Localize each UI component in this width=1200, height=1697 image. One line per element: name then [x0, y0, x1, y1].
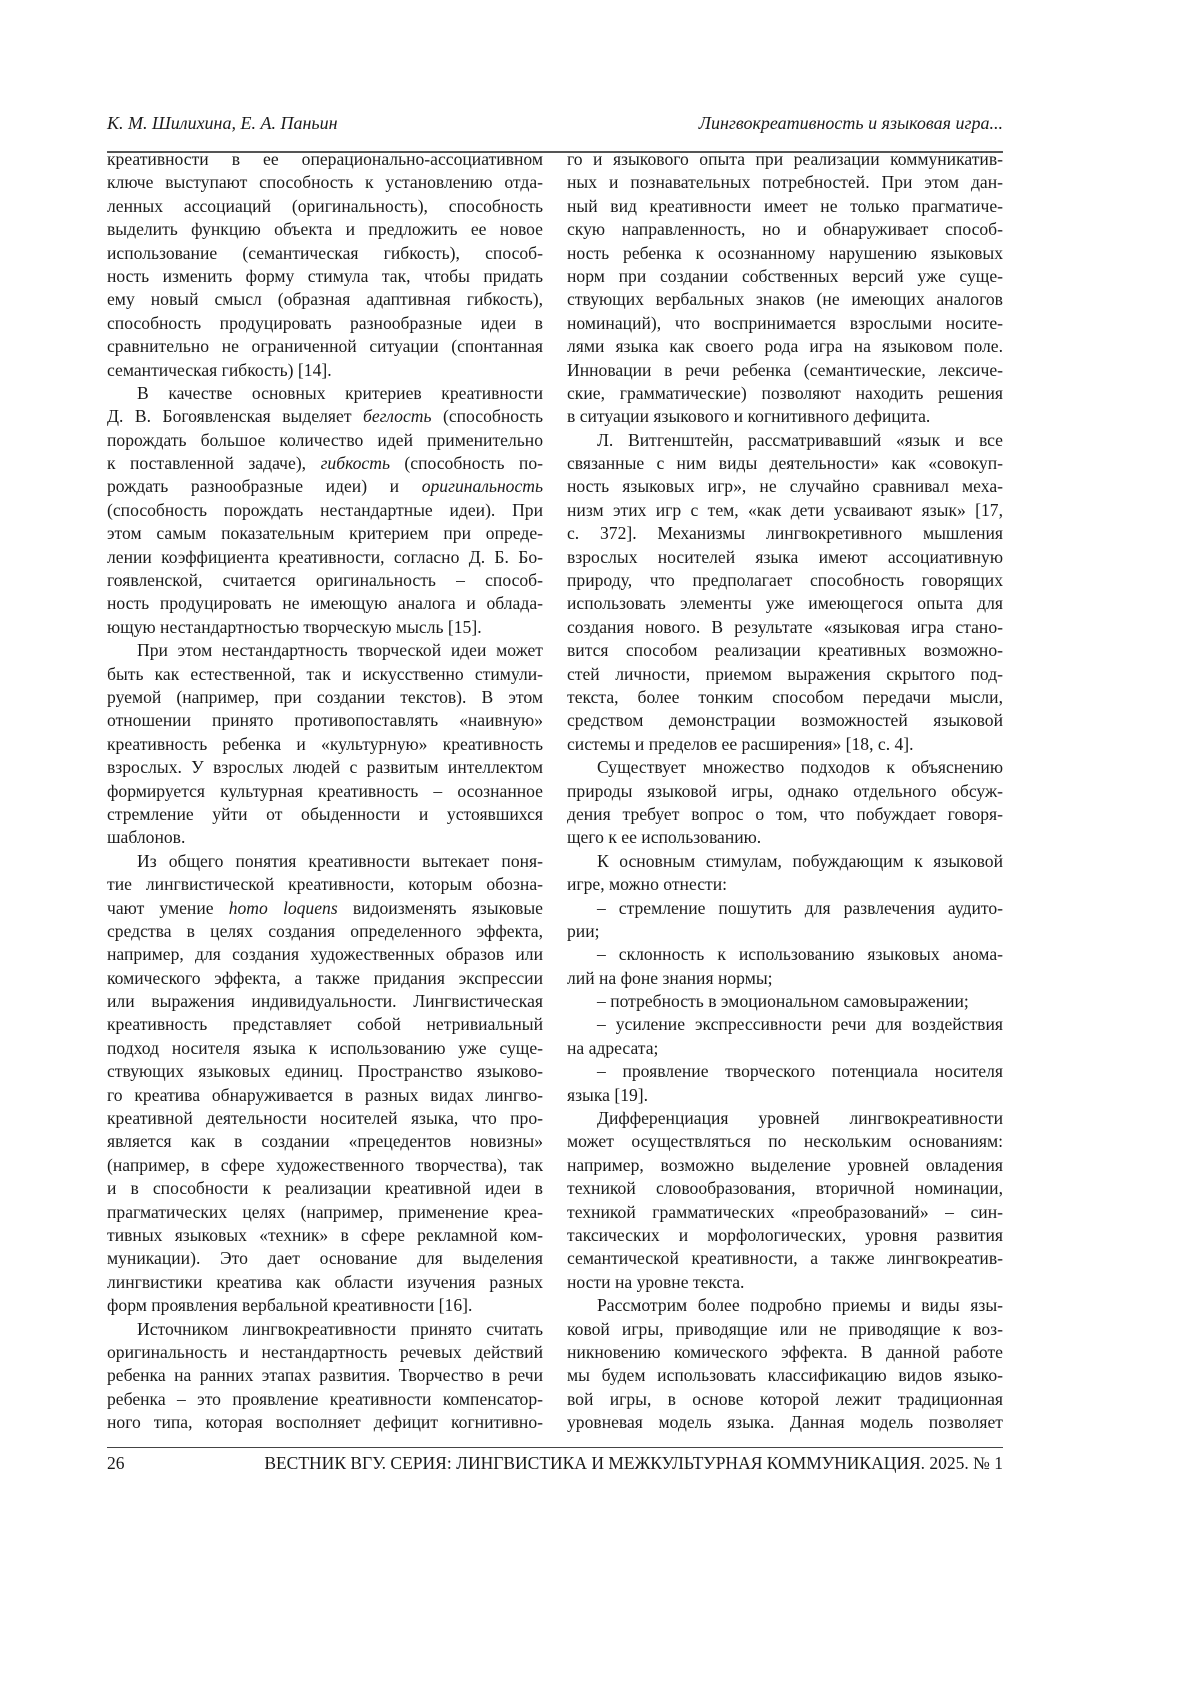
text-line: является как в создании «прецедентов новизны»: [107, 1130, 543, 1153]
text-line: системы и пределов ее расширения» [18, с. 4].: [567, 733, 1003, 756]
text-line: выделить функцию объекта и предложить ее новое: [107, 218, 543, 241]
paragraph: [107, 639, 543, 850]
text-line: лями языка как своего рода игра на языковом поле.: [567, 335, 1003, 358]
text-line: средства в целях создания определенного эффекта,: [107, 920, 543, 943]
text-line: Д. В. Богоявленская выделяет беглость (способность: [107, 405, 543, 428]
text-line: ленных ассоциаций (оригинальность), способность: [107, 195, 543, 218]
text-line: го и языкового опыта при реализации коммуникатив-: [567, 148, 1003, 171]
text-line: ность ребенка к осознанному нарушению языковых: [567, 242, 1003, 265]
text-line: подход носителя языка к использованию уже суще-: [107, 1037, 543, 1060]
text-line: шаблонов.: [107, 826, 543, 849]
paragraph: [567, 1107, 1003, 1294]
text-column-left: [107, 148, 543, 1434]
paragraph: [107, 382, 543, 639]
text-line: Существует множество подходов к объяснению: [567, 756, 1003, 779]
text-line: номинаций), что воспринимается взрослыми носите-: [567, 312, 1003, 335]
text-line: Рассмотрим более подробно приемы и виды язы-: [567, 1294, 1003, 1317]
text-line: ющую нестандартностью творческую мысль [15].: [107, 616, 543, 639]
text-line: отношении принято противопоставлять «наивную»: [107, 709, 543, 732]
paragraph: [567, 148, 1003, 429]
paragraph: [107, 1318, 543, 1435]
text-line: ность изменить форму стимула так, чтобы придать: [107, 265, 543, 288]
text-line: создания нового. В результате «языковая игра стано-: [567, 616, 1003, 639]
text-line: Дифференциация уровней лингвокреативности: [567, 1107, 1003, 1130]
text-line: природы языковой игры, однако отдельного обсуж-: [567, 780, 1003, 803]
text-line: быть как естественной, так и искусственно стимули-: [107, 663, 543, 686]
text-line: никновению комического эффекта. В данной работе: [567, 1341, 1003, 1364]
text-line: креативности в ее операционально-ассоциативном: [107, 148, 543, 171]
text-line: лингвистики креатива как области изучения разных: [107, 1271, 543, 1294]
text-line: средством демонстрации возможностей языковой: [567, 709, 1003, 732]
text-line: взрослых. У взрослых людей с развитым интеллектом: [107, 756, 543, 779]
text-line: ных и познавательных потребностей. При этом дан-: [567, 171, 1003, 194]
text-line: связанные с ним виды деятельности» как «совокуп-: [567, 452, 1003, 475]
paragraph: [567, 897, 1003, 944]
text-line: ного типа, которая восполняет дефицит когнитивно-: [107, 1411, 543, 1434]
text-line: дения требует вопрос о том, что побуждает говоря-: [567, 803, 1003, 826]
text-line: ребенка на ранних этапах развития. Творчество в речи: [107, 1364, 543, 1387]
text-line: взрослых носителей языка имеют ассоциативную: [567, 546, 1003, 569]
text-line: может осуществляться по нескольким основаниям:: [567, 1130, 1003, 1153]
text-line: этом самым показательным критерием при опреде-: [107, 522, 543, 545]
text-line: использование (семантическая гибкость), способ-: [107, 242, 543, 265]
text-line: сравнительно не ограниченной ситуации (спонтанная: [107, 335, 543, 358]
text-line: – усиление экспрессивности речи для воздействия: [567, 1013, 1003, 1036]
text-line: вой игры, в основе которой лежит традиционная: [567, 1388, 1003, 1411]
paragraph: [567, 1294, 1003, 1434]
text-line: руемой (например, при создании текстов). В этом: [107, 686, 543, 709]
text-line: ключе выступают способность к установлению отда-: [107, 171, 543, 194]
journal-title: ВЕСТНИК ВГУ. СЕРИЯ: ЛИНГВИСТИКА И МЕЖКУЛЬТУРНАЯ КОММУНИКАЦИЯ. 2025. № 1: [264, 1453, 1003, 1474]
text-line: ребенка – это проявление креативности компенсатор-: [107, 1388, 543, 1411]
text-line: тие лингвистической креативности, которым обозна-: [107, 873, 543, 896]
italic-term: оригинальность: [422, 476, 543, 496]
page-number: 26: [107, 1453, 125, 1474]
text-line: ему новый смысл (образная адаптивная гибкость),: [107, 288, 543, 311]
text-line: ности на уровне текста.: [567, 1271, 1003, 1294]
text-line: Из общего понятия креативности вытекает поня-: [107, 850, 543, 873]
paragraph: [567, 850, 1003, 897]
text-line: Л. Витгенштейн, рассматривавший «язык и все: [567, 429, 1003, 452]
text-line: ковой игры, приводящие или не приводящие к воз-: [567, 1318, 1003, 1341]
text-line: в ситуации языкового и когнитивного дефицита.: [567, 405, 1003, 428]
text-line: Источником лингвокреативности принято считать: [107, 1318, 543, 1341]
text-line: ный вид креативности имеет не только прагматиче-: [567, 195, 1003, 218]
text-line: щего к ее использованию.: [567, 826, 1003, 849]
text-line: – стремление пошутить для развлечения аудито-: [567, 897, 1003, 920]
text-line: креативность ребенка и «культурную» креативность: [107, 733, 543, 756]
paragraph: [567, 756, 1003, 850]
text-line: (например, в сфере художественного творчества), так: [107, 1154, 543, 1177]
text-line: креативность представляет собой нетривиальный: [107, 1013, 543, 1036]
paragraph: [107, 850, 543, 1318]
text-line: К основным стимулам, побуждающим к языковой: [567, 850, 1003, 873]
text-line: таксических и морфологических, уровня развития: [567, 1224, 1003, 1247]
paragraph: [567, 1013, 1003, 1060]
text-line: ствующих языковых единиц. Пространство языково-: [107, 1060, 543, 1083]
text-line: или выражения индивидуальности. Лингвистическая: [107, 990, 543, 1013]
paragraph: [567, 943, 1003, 990]
text-line: порождать большое количество идей применительно: [107, 429, 543, 452]
text-line: (способность порождать нестандартные идеи). При: [107, 499, 543, 522]
text-line: Инновации в речи ребенка (семантические, лексиче-: [567, 359, 1003, 382]
text-line: гоявленской, считается оригинальность – способ-: [107, 569, 543, 592]
paragraph: [567, 1060, 1003, 1107]
text-line: семантической креативности, а также лингвокреатив-: [567, 1247, 1003, 1270]
text-line: языка [19].: [567, 1084, 1003, 1107]
italic-term: homo loquens: [229, 898, 338, 918]
text-line: например, для создания художественных образов или: [107, 943, 543, 966]
text-line: – потребность в эмоциональном самовыражении;: [567, 990, 1003, 1013]
text-line: чают умение homo loquens видоизменять языковые: [107, 897, 543, 920]
text-line: ствующих вербальных знаков (не имеющих аналогов: [567, 288, 1003, 311]
text-line: ские, грамматические) позволяют находить решения: [567, 382, 1003, 405]
text-line: комического эффекта, а также придания экспрессии: [107, 967, 543, 990]
paragraph: [567, 429, 1003, 756]
text-line: мы будем использовать классификацию видов языко-: [567, 1364, 1003, 1387]
text-line: низм этих игр с тем, «как дети усваивают язык» [17,: [567, 499, 1003, 522]
text-line: и в способности к реализации креативной идеи в: [107, 1177, 543, 1200]
text-line: лий на фоне знания нормы;: [567, 967, 1003, 990]
text-line: игре, можно отнести:: [567, 873, 1003, 896]
text-line: стремление уйти от обыденности и устоявшихся: [107, 803, 543, 826]
text-column-right: [567, 148, 1003, 1434]
text-line: вится способом реализации креативных возможно-: [567, 639, 1003, 662]
italic-term: гибкость: [321, 453, 390, 473]
text-line: техникой словообразования, вторичной номинации,: [567, 1177, 1003, 1200]
text-line: рождать разнообразные идеи) и оригинальность: [107, 475, 543, 498]
text-line: техникой грамматических «преобразований» – син-: [567, 1201, 1003, 1224]
text-line: ность языковых игр», не случайно сравнивал меха-: [567, 475, 1003, 498]
italic-term: беглость: [363, 406, 432, 426]
text-line: уровневая модель языка. Данная модель позволяет: [567, 1411, 1003, 1434]
text-line: – проявление творческого потенциала носителя: [567, 1060, 1003, 1083]
text-line: текста, более тонким способом передачи мысли,: [567, 686, 1003, 709]
running-header-authors: К. М. Шилихина, Е. А. Паньин: [107, 113, 338, 134]
text-line: В качестве основных критериев креативности: [107, 382, 543, 405]
footer-divider: [107, 1447, 1003, 1448]
text-line: формируется культурная креативность – осознанное: [107, 780, 543, 803]
text-line: способность продуцировать разнообразные идеи в: [107, 312, 543, 335]
text-line: муникации). Это дает основание для выделения: [107, 1247, 543, 1270]
text-line: лении коэффициента креативности, согласно Д. Б. Бо-: [107, 546, 543, 569]
text-line: оригинальность и нестандартность речевых действий: [107, 1341, 543, 1364]
text-line: использовать элементы уже имеющегося опыта для: [567, 592, 1003, 615]
text-line: на адресата;: [567, 1037, 1003, 1060]
text-line: прагматических целях (например, применение креа-: [107, 1201, 543, 1224]
text-line: семантическая гибкость) [14].: [107, 359, 543, 382]
text-line: например, возможно выделение уровней овладения: [567, 1154, 1003, 1177]
text-line: с. 372]. Механизмы лингвокретивного мышления: [567, 522, 1003, 545]
text-line: креативной деятельности носителей языка, что про-: [107, 1107, 543, 1130]
text-line: к поставленной задаче), гибкость (способность по-: [107, 452, 543, 475]
paragraph: [567, 990, 1003, 1013]
text-line: При этом нестандартность творческой идеи может: [107, 639, 543, 662]
paragraph: [107, 148, 543, 382]
text-line: природу, что предполагает способность говорящих: [567, 569, 1003, 592]
text-line: рии;: [567, 920, 1003, 943]
text-line: скую направленность, но и обнаруживает способ-: [567, 218, 1003, 241]
text-line: стей личности, приемом выражения скрытого под-: [567, 663, 1003, 686]
text-line: го креатива обнаруживается в разных видах лингво-: [107, 1084, 543, 1107]
text-line: ность продуцировать не имеющую аналога и облада-: [107, 592, 543, 615]
text-line: форм проявления вербальной креативности [16].: [107, 1294, 543, 1317]
text-line: тивных языковых «техник» в сфере рекламной ком-: [107, 1224, 543, 1247]
running-header-title: Лингвокреативность и языковая игра...: [699, 113, 1003, 134]
text-line: норм при создании собственных версий уже суще-: [567, 265, 1003, 288]
text-line: – склонность к использованию языковых анома-: [567, 943, 1003, 966]
